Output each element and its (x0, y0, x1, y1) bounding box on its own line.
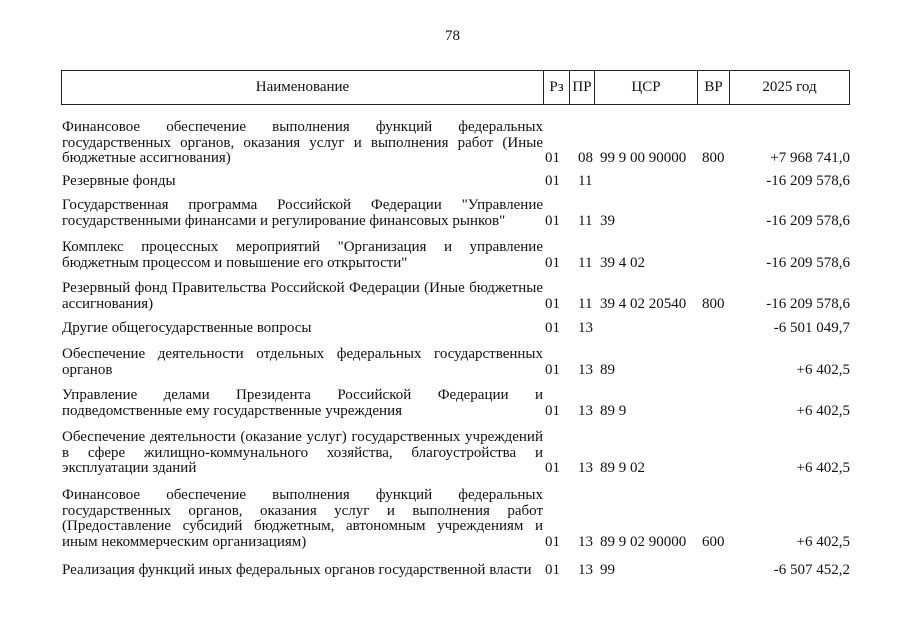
table-header (61, 70, 850, 105)
row-amount: -6 501 049,7 (773, 320, 850, 336)
table-row (62, 281, 850, 312)
table-row (62, 321, 850, 337)
table-row (62, 120, 850, 166)
row-csr: 89 (600, 362, 615, 378)
row-rz: 01 (545, 534, 560, 550)
row-rz: 01 (545, 255, 560, 271)
row-vr: 600 (702, 534, 725, 550)
row-amount: -16 209 578,6 (766, 173, 850, 189)
header-vr: ВР (697, 71, 729, 104)
row-name: Обеспечение деятельности отдельных федеральных государственных органов (62, 346, 543, 378)
row-amount: -16 209 578,6 (766, 213, 850, 229)
row-amount: -16 209 578,6 (766, 296, 850, 312)
row-pr: 13 (578, 460, 593, 476)
row-rz: 01 (545, 403, 560, 419)
header-name: Наименование (255, 79, 350, 95)
row-csr: 89 9 (600, 403, 627, 419)
row-amount: +6 402,5 (796, 534, 850, 550)
row-csr: 39 (600, 213, 615, 229)
row-csr: 89 9 02 (600, 460, 645, 476)
row-vr: 800 (702, 296, 725, 312)
row-pr: 11 (578, 255, 593, 271)
header-year: 2025 год (729, 71, 849, 104)
row-rz: 01 (545, 150, 560, 166)
row-rz: 01 (545, 320, 560, 336)
row-amount: +6 402,5 (796, 460, 850, 476)
row-name: Резервные фонды (62, 173, 176, 189)
header-rz: Рз (543, 71, 569, 104)
table-row (62, 388, 850, 419)
row-rz: 01 (545, 296, 560, 312)
row-amount: -6 507 452,2 (773, 562, 850, 578)
row-rz: 01 (545, 562, 560, 578)
row-pr: 11 (578, 173, 593, 189)
table-row (62, 174, 850, 190)
row-name: Управление делами Президента Российской Федерации и подведомственные ему государственные учреждения (62, 387, 543, 419)
row-pr: 13 (578, 534, 593, 550)
header-csr: ЦСР (594, 71, 697, 104)
row-name: Государственная программа Российской Федерации "Управление государственными финансами и регулирование финансовых рынков" (62, 197, 543, 229)
row-name: Финансовое обеспечение выполнения функций федеральных государственных органов, оказания услуг и выполнения работ (Иные бюджетные ассигнования) (62, 119, 543, 166)
row-csr: 39 4 02 20540 (600, 296, 687, 312)
table-row (62, 347, 850, 378)
row-pr: 11 (578, 296, 593, 312)
table-row (62, 240, 850, 271)
row-name: Финансовое обеспечение выполнения функций федеральных государственных органов, оказания услуг и выполнения работ (Предоставление субсидий бюджетным, автономным учреждениям и иным некоммерческим организациям) (62, 487, 543, 550)
table-row (62, 198, 850, 229)
header-pr: ПР (569, 71, 594, 104)
table-row (62, 488, 850, 550)
row-csr: 89 9 02 90000 (600, 534, 687, 550)
row-name: Комплекс процессных мероприятий "Организация и управление бюджетным процессом и повышение его открытости" (62, 239, 543, 271)
row-pr: 13 (578, 562, 593, 578)
row-amount: +6 402,5 (796, 403, 850, 419)
row-pr: 13 (578, 362, 593, 378)
table-row (62, 563, 850, 579)
row-rz: 01 (545, 362, 560, 378)
row-rz: 01 (545, 173, 560, 189)
row-pr: 13 (578, 320, 593, 336)
table-row (62, 430, 850, 477)
page-number: 78 (445, 28, 460, 44)
row-amount: +6 402,5 (796, 362, 850, 378)
row-pr: 13 (578, 403, 593, 419)
row-vr: 800 (702, 150, 725, 166)
row-pr: 11 (578, 213, 593, 229)
row-amount: -16 209 578,6 (766, 255, 850, 271)
row-name: Обеспечение деятельности (оказание услуг) государственных учреждений в сфере жилищно-коммунального хозяйства, благоустройства и эксплуатации зданий (62, 429, 543, 476)
row-rz: 01 (545, 460, 560, 476)
row-csr: 99 9 00 90000 (600, 150, 687, 166)
row-csr: 39 4 02 (600, 255, 645, 271)
row-csr: 99 (600, 562, 615, 578)
row-name: Реализация функций иных федеральных органов государственной власти (62, 562, 532, 578)
row-name: Другие общегосударственные вопросы (62, 320, 312, 336)
row-pr: 08 (578, 150, 593, 166)
row-amount: +7 968 741,0 (770, 150, 850, 166)
row-name: Резервный фонд Правительства Российской Федерации (Иные бюджетные ассигнования) (62, 280, 543, 312)
row-rz: 01 (545, 213, 560, 229)
